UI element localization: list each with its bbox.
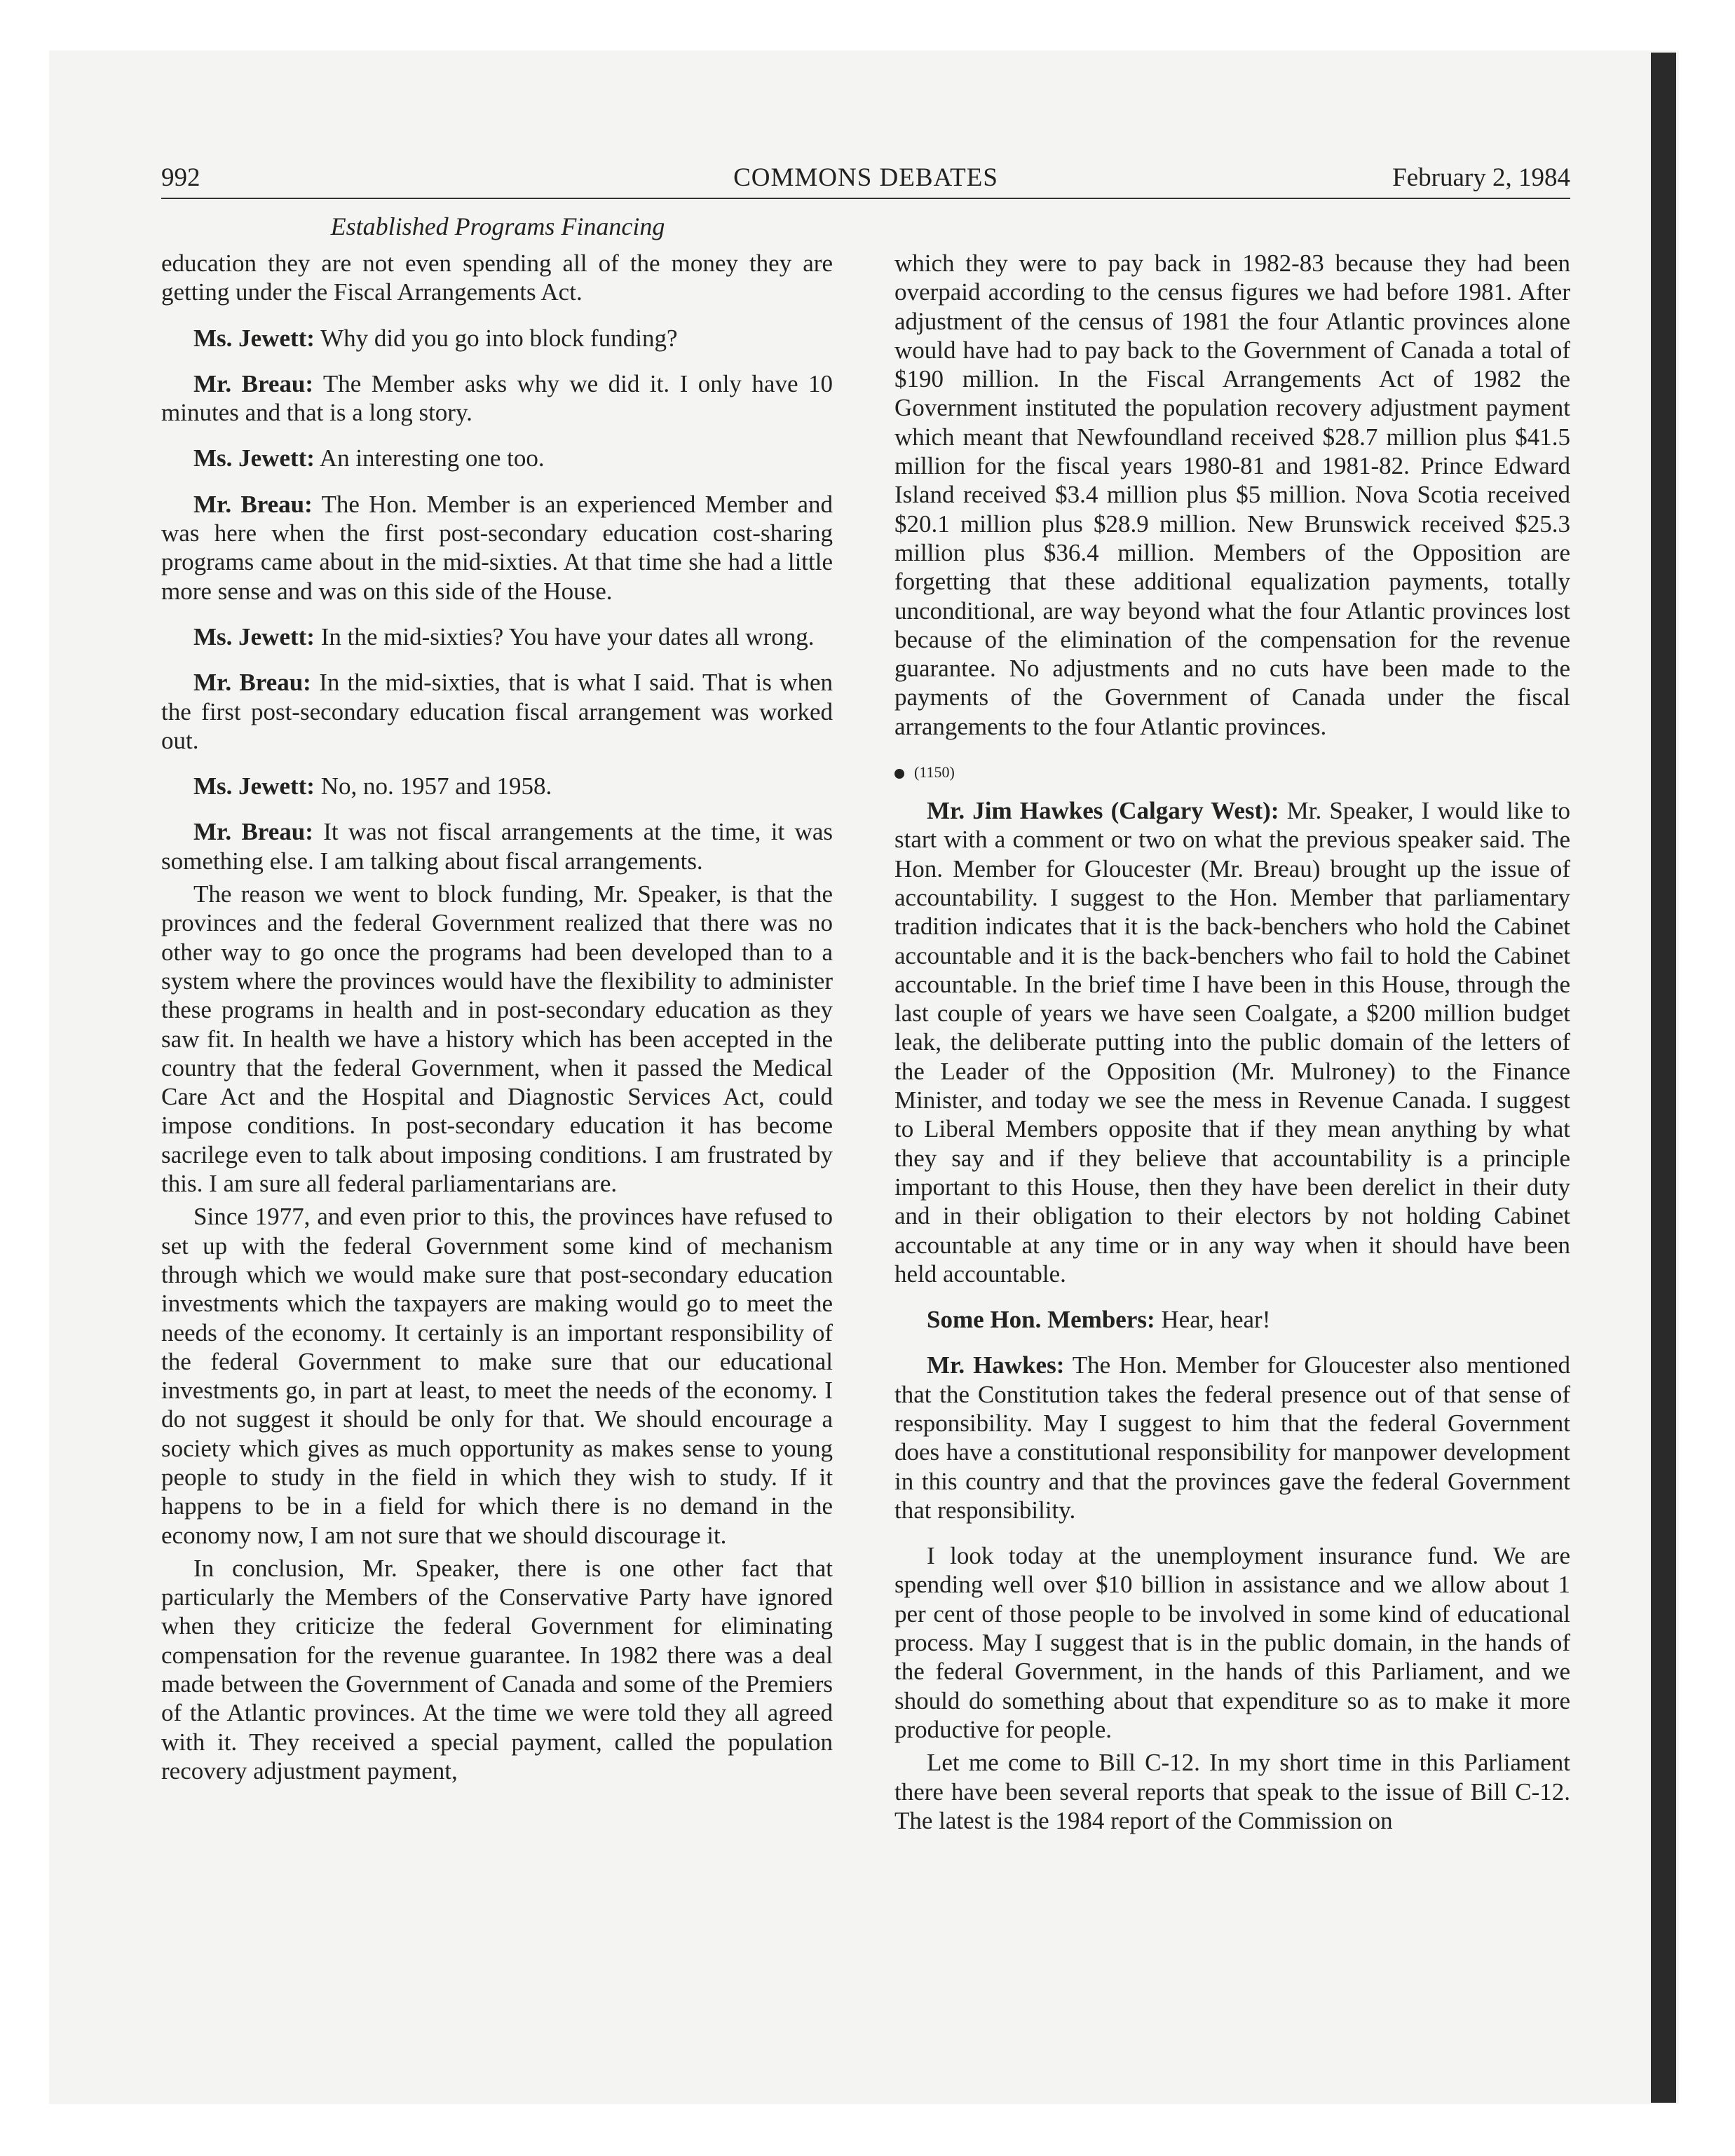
speech (161, 444, 833, 472)
paragraph (894, 249, 1570, 741)
left-column (161, 249, 833, 1789)
speech-text: The Member asks why we did it. I only have 10 minutes and that is a long story. (161, 369, 833, 427)
time-marker-text: (1150) (914, 763, 955, 782)
paragraph (161, 880, 833, 1198)
time-marker (894, 758, 1570, 786)
speech-text: Mr. Speaker, I would like to start with a comment or two on what the previous speaker said. The Hon. Member for Gloucester (Mr. Breau) brought up the issue of accountability. I suggest to the Hon. Member that parliamentary tradition indicates that it is the back-benchers who hold the Cabinet accountable and it is the back-benchers who fail to hold the Cabinet accountable. In the brief time I have been in this House, through the last couple of years we have seen Coalgate, a $200 million budget leak, the deliberate putting into the public domain of the letters of the Leader of the Opposition (Mr. Mulroney) to the Finance Minister, and today we see the mess in Revenue Canada. I suggest to Liberal Members opposite that if they mean anything by what they say and if they believe that accountability is a principle important to this House, then they have been derelict in their duty and in their obligation to their electors by not holding Cabinet accountable at any time or in any way when it should have been held accountable. (894, 797, 1571, 1288)
speech (161, 668, 833, 755)
speech-text: It was not fiscal arrangements at the time, it was something else. I am talking about fiscal arrangements. (161, 818, 833, 875)
speaker-name: Ms. Jewett: (193, 622, 315, 650)
speech (161, 622, 833, 651)
speaker-name: Mr. Hawkes: (927, 1351, 1065, 1379)
paragraph (894, 1748, 1570, 1835)
publication-title: COMMONS DEBATES (733, 163, 998, 192)
speech-text: The Hon. Member for Gloucester also mentioned that the Constitution takes the federal presence out of that sense of responsibility. May I suggest to him that the federal Government does have a constitutional responsibility for manpower development in this country and that the provinces gave the federal Government that responsibility. (894, 1351, 1570, 1524)
bullet-icon (894, 769, 904, 779)
speaker-name: Mr. Jim Hawkes (Calgary West): (927, 797, 1279, 825)
paragraph (161, 1554, 833, 1785)
speaker-name: Mr. Breau: (193, 369, 313, 397)
right-column (894, 249, 1570, 1839)
paragraph-text: Since 1977, and even prior to this, the provinces have refused to set up with the federal Government some kind of mechanism through which we would make sure that post-secondary education investments which the taxpayers are making would go to meet the needs of the economy. It certainly is an important responsibility of the federal Government to make sure that our educational investments go, in part at least, to meet the needs of the economy. I do not suggest it should be only for that. We should encourage a society which gives as much opportunity as makes sense to young people to study in the field in which they wish to study. If it happens to be in a field for which there is no demand in the economy now, I am not sure that we should discourage it. (161, 1203, 833, 1549)
paragraph-text: education they are not even spending all of the money they are getting under the Fiscal Arrangements Act. (161, 250, 833, 306)
paragraph (161, 249, 833, 307)
speaker-name: Mr. Breau: (193, 818, 313, 846)
speech (161, 817, 833, 875)
speech (894, 1351, 1570, 1524)
paragraph-text: The reason we went to block funding, Mr. Speaker, is that the provinces and the federal Government realized that there was no other way to go once the programs had been developed than to a system where the provinces would have the flexibility to administer these programs in health and in post-secondary education as they saw fit. In health we have a history which has been accepted in the country that the federal Government, when it passed the Medical Care Act and the Hospital and Diagnostic Services Act, could impose conditions. In post-secondary education it has become sacrilege even to talk about imposing conditions. I am frustrated by this. I am sure all federal parliamentarians are. (161, 880, 833, 1198)
speech-text: In the mid-sixties, that is what I said. That is when the first post-secondary education fiscal arrangement was worked out. (161, 669, 834, 754)
paragraph-text: which they were to pay back in 1982-83 because they had been overpaid according to the census figures we had before 1981. After adjustment of the census of 1981 the four Atlantic provinces alone would have had to pay back to the Government of Canada a total of $190 million. In the Fiscal Arrangements Act of 1982 the Government instituted the population recovery adjustment payment which meant that Newfoundland received $28.7 million plus $41.5 million for the fiscal years 1980-81 and 1981-82. Prince Edward Island received $3.4 million plus $5 million. Nova Scotia received $20.1 million plus $28.9 million. New Brunswick received $25.3 million plus $36.4 million. Members of the Opposition are forgetting that these additional equalization payments, totally unconditional, are way beyond what the four Atlantic provinces lost because of the elimination of the compensation for the revenue guarantee. No adjustments and no cuts have been made to the payments of the Government of Canada under the fiscal arrangements to the four Atlantic provinces. (894, 250, 1570, 740)
paragraph-text: In conclusion, Mr. Speaker, there is one other fact that particularly the Members of the Conservative Party have ignored when they criticize the federal Government for eliminating compensation for the revenue guarantee. In 1982 there was a deal made between the Government of Canada and some of the Premiers of the Atlantic provinces. At the time we were told they all agreed with it. They received a special payment, called the population recovery adjustment payment, (161, 1554, 833, 1785)
section-title: Established Programs Financing (330, 212, 665, 240)
paragraph (161, 1202, 833, 1550)
running-head (161, 160, 1570, 196)
speech (161, 490, 833, 606)
speech (161, 772, 833, 800)
paragraph-text: I look today at the unemployment insurance fund. We are spending well over $10 billion in assistance and we allow about 1 per cent of those people to be involved in some kind of educational process. May I suggest that is in the public domain, in the hands of the federal Government, in the hands of this Parliament, and we should do something about that expenditure so as to make it more productive for people. (894, 1542, 1570, 1743)
speech (161, 324, 833, 353)
paragraph (894, 1541, 1570, 1744)
speech-text: Why did you go into block funding? (320, 324, 678, 352)
speech-text: The Hon. Member is an experienced Member and was here when the first post-secondary education cost-sharing programs came about in the mid-sixties. At that time she had a little more sense and was on this side of the House. (161, 490, 833, 605)
paragraph-text: Let me come to Bill C-12. In my short time in this Parliament there have been several reports that speak to the issue of Bill C-12. The latest is the 1984 report of the Commission on (894, 1749, 1570, 1834)
header-rule (161, 198, 1570, 199)
speaker-name: Mr. Breau: (193, 669, 311, 697)
speech (161, 369, 833, 428)
speech-text: In the mid-sixties? You have your dates all wrong. (320, 622, 815, 650)
speech-text: No, no. 1957 and 1958. (320, 772, 552, 800)
sitting-date: February 2, 1984 (1392, 163, 1570, 192)
speech (894, 1305, 1570, 1334)
speech-text: An interesting one too. (319, 444, 545, 472)
page-number: 992 (161, 163, 200, 192)
speaker-name: Ms. Jewett: (193, 772, 315, 800)
speaker-name: Ms. Jewett: (193, 324, 315, 352)
speech-text: Hear, hear! (1161, 1306, 1271, 1334)
speaker-name: Mr. Breau: (193, 490, 313, 518)
speaker-name: Some Hon. Members: (927, 1306, 1155, 1334)
speech (894, 796, 1570, 1288)
speaker-name: Ms. Jewett: (193, 444, 315, 472)
